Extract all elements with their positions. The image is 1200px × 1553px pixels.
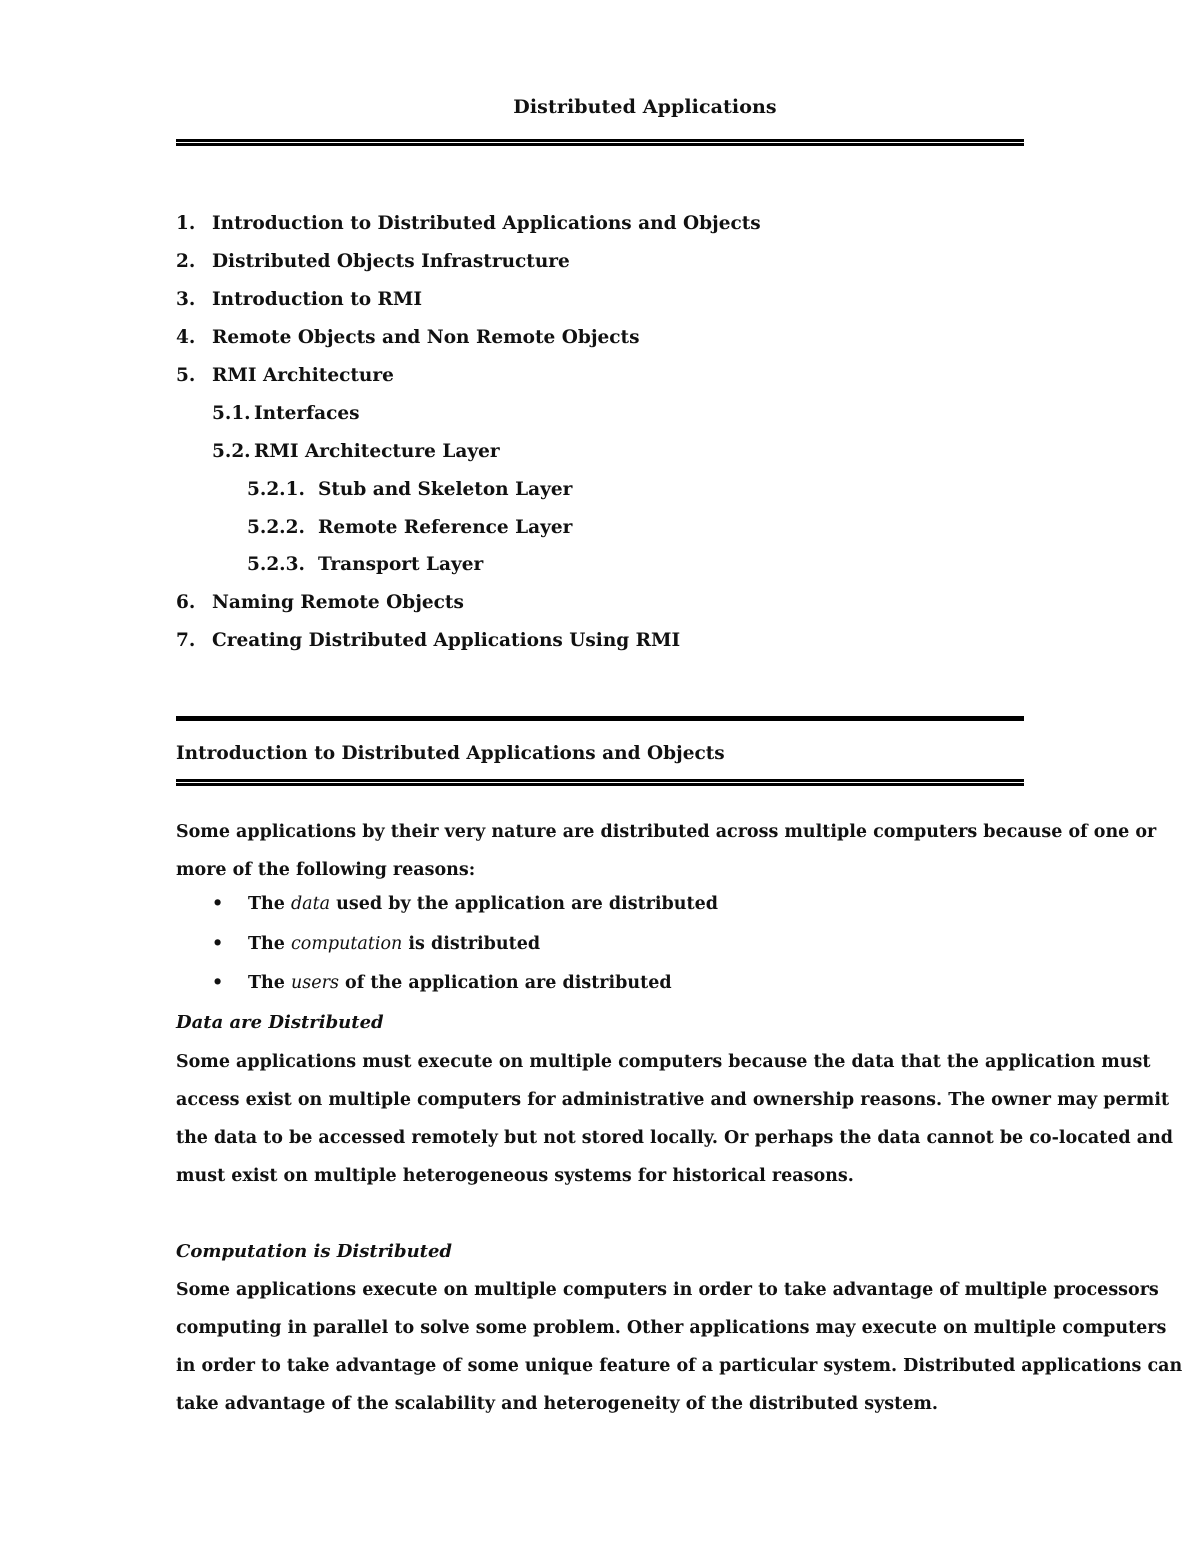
toc-item-text: Interfaces	[254, 403, 360, 424]
document-page: Distributed Applications 1. Introduction to Distributed Applications and Objects 2. Distributed Objects Infrastructure 3. Introduction to RMI 4. Remote Objects and Non Remote Objects 5. RMI Architecture 5.1. Interfaces 5.2. RMI Architecture Layer 5.2.1. Stub and Skeleton Layer 5.2.2. Remote Reference Layer 5.2.3. Transport Layer 6. Naming Remote Objects 7. Creating Distributed Applications Using RMI Introduction to Distributed Applications and Objects Some applications by their very nature are distributed across multiple computers because of one or more of the following reasons: • The data used by the application are distributed • The computation is distributed • The users of the application are distributed Data are Distributed Some applications must execute on multiple computers because the data that the application must access exist on multiple computers for administrative and ownership reasons. The owner may permit the data to be accessed remotely but not stored locally. Or perhaps the data cannot be co-located and must exist on multiple heterogeneous systems for historical reasons. Computation is Distributed Some applications execute on multiple computers in order to take advantage of multiple processors computing in parallel to solve some problem. Other applications may execute on multiple computers in order to take advantage of some unique feature of a particular system. Distributed applications can take advantage of the scalability and heterogeneity of the distributed system.	[0, 0, 1200, 1553]
paragraph-line: Some applications execute on multiple computers in order to take advantage of multiple processors	[176, 1280, 1159, 1300]
paragraph-line: more of the following reasons:	[176, 860, 476, 880]
toc-item-text: Introduction to Distributed Applications and Objects	[212, 213, 761, 234]
paragraph-line: must exist on multiple heterogeneous systems for historical reasons.	[176, 1166, 854, 1186]
toc-item-number: 7.	[176, 630, 196, 651]
toc-item-number: 6.	[176, 592, 196, 613]
toc-item-number: 5.1.	[212, 403, 251, 424]
subheading-computation: Computation is Distributed	[176, 1241, 453, 1262]
section-heading: Introduction to Distributed Applications and Objects	[176, 743, 725, 764]
toc-item-number: 1.	[176, 213, 196, 234]
toc-item-text: RMI Architecture	[212, 365, 394, 386]
toc-item-number: 5.2.	[212, 441, 251, 462]
paragraph-line: access exist on multiple computers for administrative and ownership reasons. The owner may permit	[176, 1090, 1170, 1110]
toc-item-number: 4.	[176, 327, 196, 348]
bullet-icon: •	[212, 973, 224, 993]
toc-item-number: 2.	[176, 251, 196, 272]
toc-item-number: 5.2.2.	[247, 517, 305, 538]
toc-item-text: Remote Reference Layer	[318, 517, 573, 538]
paragraph-line: Some applications must execute on multiple computers because the data that the application must	[176, 1052, 1151, 1072]
toc-item-number: 3.	[176, 289, 196, 310]
paragraph-line: Some applications by their very nature are distributed across multiple computers because of one or	[176, 822, 1157, 842]
computation-paragraph	[176, 1271, 1183, 1423]
page-header-title: Distributed Applications	[513, 96, 777, 118]
data-paragraph	[176, 1043, 1174, 1195]
toc-item-text: Introduction to RMI	[212, 289, 423, 310]
bullet-icon: •	[212, 933, 224, 954]
toc-item-number: 5.2.1.	[247, 479, 305, 500]
paragraph-line: in order to take advantage of some unique feature of a particular system. Distributed applications can	[176, 1356, 1183, 1376]
paragraph-line: take advantage of the scalability and heterogeneity of the distributed system.	[176, 1394, 938, 1414]
toc-item-text: RMI Architecture Layer	[254, 441, 500, 462]
toc-item-text: Distributed Objects Infrastructure	[212, 251, 570, 272]
intro-paragraph	[176, 813, 1157, 889]
subheading-data: Data are Distributed	[176, 1012, 384, 1033]
toc-item-text: Remote Objects and Non Remote Objects	[212, 327, 640, 348]
section-top-rule	[176, 716, 1024, 721]
toc-item-text: Creating Distributed Applications Using RMI	[212, 630, 681, 651]
toc-item-text: Transport Layer	[318, 554, 484, 575]
paragraph-line: the data to be accessed remotely but not stored locally. Or perhaps the data cannot be co-located and	[176, 1128, 1174, 1148]
bullet-icon: •	[212, 894, 224, 914]
toc-item-text: Stub and Skeleton Layer	[318, 479, 573, 500]
header-double-rule	[176, 139, 1024, 146]
section-double-rule	[176, 779, 1024, 786]
toc-item-number: 5.2.3.	[247, 554, 305, 575]
toc-item-number: 5.	[176, 365, 196, 386]
toc-item-text: Naming Remote Objects	[212, 592, 464, 613]
paragraph-line: computing in parallel to solve some problem. Other applications may execute on multiple computers	[176, 1318, 1167, 1338]
